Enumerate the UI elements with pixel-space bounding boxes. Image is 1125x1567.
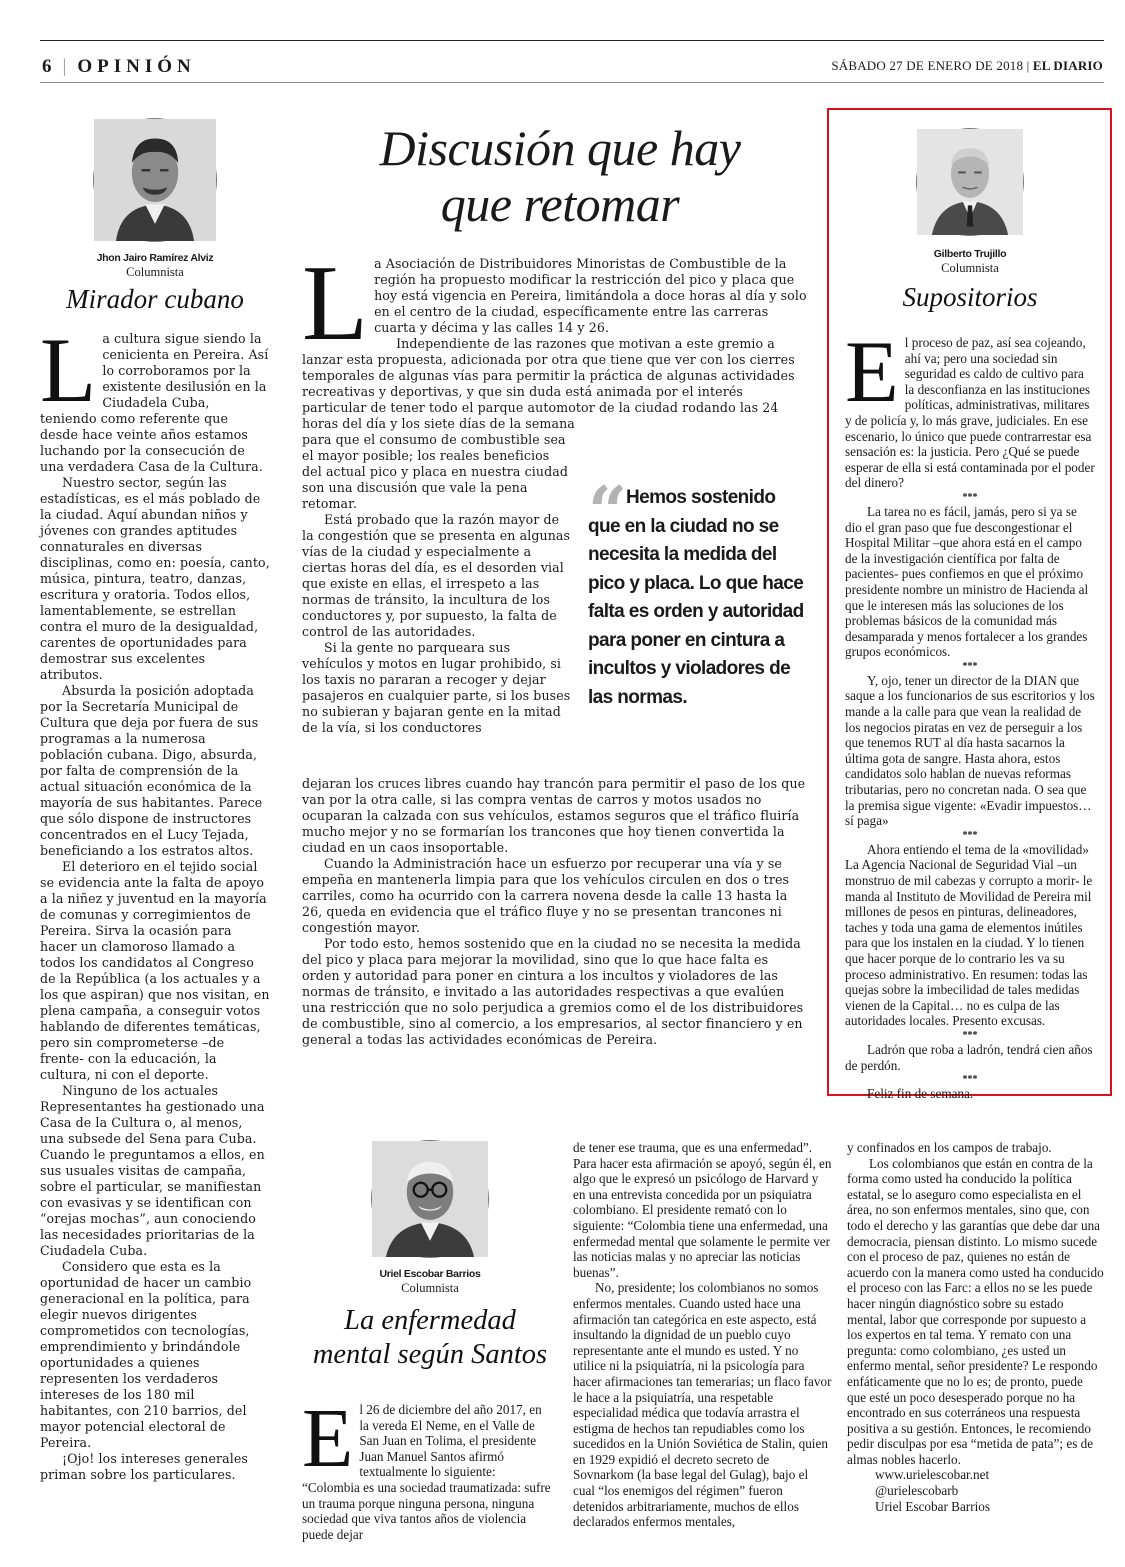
section-separator: *** [962,660,978,672]
column-body [845,324,1095,1102]
author-handle: @urielescobarb [875,1483,959,1499]
author-role: Columnista [401,1281,459,1295]
man-portrait-icon [917,129,1023,235]
drop-cap: E [302,1392,354,1485]
paragraph: La Asociación de Distribuidores Minoristas de Combustible de la región ha propuesto modificar la restricción del pico y placa que hoy está vigencia en Pereira, limitándola a doce horas al día y solo en el centro de la ciudad, específicamente entre las carreras cuarta y décima y las calles 14 y 26. [302,244,807,363]
paragraph: El deterioro en el tejido social se evidencia ante la falta de apoyo a la niñez y juventud en la mayoría de comunas y corregimientos de Pereira. Sirva la ocasión para hacer un clamoroso llamado a todos los candidatos al Congreso de la República (a los actuales y a los que aspiran) que nos visitan, en plena campaña, a conseguir votos hablando de diferentes temáticas, pero sin comprometerse –de frente- con la educación, la cultura, ni con el deporte. [40,859,270,1082]
quote-mark-icon: “ [588,472,628,552]
article-title: La enfermedad mental según Santos [312,1305,548,1370]
header-separator: | [62,56,68,77]
paragraph: Ahora entiendo el tema de la «movilidad» La Agencia Nacional de Seguridad Vial –un monstruo de mil cabezas y corrupto a morir- le manda al Instituto de Movilidad de Pereira mil millones de pesos en pinturas, delineadores, taches y toda una gama de elementos inútiles para que los instalen en la ciudad. Y lo tienen que hacer porque de lo contrario les va su proceso administrativo. En resumen: todas las quejas sobre la imbecilidad de tales medidas vienen de la Capital… no es culpa de las autoridades locales. Presento excusas. [845,841,1093,1029]
pull-quote-text: Hemos sostenido que en la ciudad no se necesita la medida del pico y placa. Lo que hace falta es orden y autoridad para poner en cintura a incultos y violadores de las normas. [588,487,804,708]
section-separator: *** [962,1074,978,1086]
drop-cap: L [302,244,369,363]
top-rule [40,40,1104,41]
header-rule [40,82,1104,83]
column-mirador-cubano [40,118,270,1548]
paragraph: Y, ojo, tener un director de la DIAN que saque a los funcionarios de sus escritorios y los mande a la calle para que vean la realidad de los negocios piratas en vez de perseguir a los que tenemos RUT al día hasta sacarnos la última gota de sangre. Hasta ahora, estos candidatos solo hablan de nuevas reformas tributarias, pero no concretan nada. O sea que la premisa sigue vigente: «Evadir impuestos… sí paga» [845,672,1095,829]
column-body [40,319,270,1483]
author-role: Columnista [126,265,184,279]
newspaper-name: EL DIARIO [1032,58,1103,73]
bottom-article-col2 [573,1140,833,1552]
author-name: Uriel Escobar Barrios [379,1268,481,1280]
column-supositorios [845,128,1095,1102]
section-separator: *** [962,491,978,503]
man-portrait-icon [94,119,216,241]
page-header-left [42,56,196,78]
paragraph: Nuestro sector, según las estadísticas, es el más poblado de la ciudad. Aquí abundan niños y jóvenes con grandes aptitudes connaturales en diversas disciplinas, como en: poesía, canto, música, pintura, teatro, danzas, escritura y oratoria. Todos ellos, lamentablemente, se estrellan contra el muro de la desigualdad, carentes de oportunidades para demostrar sus excelentes atributos. [40,475,270,682]
paragraph: Ladrón que roba a ladrón, tendrá cien años de perdón. [845,1041,1093,1073]
paragraph: para que el consumo de combustible sea el mayor posible; los reales beneficios del actual pico y placa en nuestra ciudad son una discusión que vale la pena retomar. [302,432,569,511]
paragraph: Considero que esta es la oportunidad de hacer un cambio generacional en la política, para elegir nuevos dirigentes comprometidos con tecnologías, emprendimiento y brindándole oportunidades a quienes representen los verdaderos intereses de los 180 mil habitantes, con 210 barrios, del mayor potencial electoral de Pereira. [40,1259,252,1450]
paragraph: y confinados en los campos de trabajo. [847,1140,1052,1155]
bottom-article-col3 [847,1140,1104,1552]
editorial-body-bottom [302,776,807,1081]
paragraph: La cultura sigue siendo la cenicienta en Pereira. Así lo corroboramos por la existente desilusión en la Ciudadela Cuba, teniendo como referente que desde hace veinte años estamos luchando por la consecución de una verdadera Casa de la Cultura. [40,319,269,474]
man-with-glasses-portrait-icon [372,1141,488,1257]
bottom-article-col1 [302,1392,552,1552]
paragraph: No, presidente; los colombianos no somos enfermos mentales. Cuando usted hace una afirmación tan categórica en este aspecto, está insultando la dignidad de un pueblo cuyo representante ante el mundo es usted. Y no utilice ni la psiquiatría, ni la psicología para hacer afirmaciones tan temerarias; un flaco favor le hace a la psiquiatría, una respetable especialidad médica que todavía arrastra el estigma de hechos tan repudiables como los sucedidos en la Unión Soviética de Stalin, quien en 1929 expidió el decreto secreto de Sovnarkom (la base legal del Gulag), bajo el cual “los enemigos del régimen” fueron detenidos arbitrariamente, muchos de ellos declarados enfermos mentales, [573,1280,832,1530]
narrow-column [302,432,572,736]
author-portrait [93,118,217,242]
paragraph: Cuando la Administración hace un esfuerzo por recuperar una vía y se empeña en mantenerla limpia para que los vehículos circulen en dos o tres carriles, como ha ocurrido con la carrera novena desde la calle 13 hasta la 26, queda en evidencia que el tráfico fluye y no se presentan trancones ni congestión mayor. [302,856,790,935]
author-name: Jhon Jairo Ramírez Alviz [96,252,214,264]
author-website: www.urielescobar.net [875,1467,990,1483]
page-header-right: SÁBADO 27 DE ENERO DE 2018 | EL DIARIO [831,58,1103,73]
paragraph: Los colombianos que están en contra de la forma como usted ha conducido la política estatal, se lo aseguro como especialista en el área, no son enfermos mentales, sino que, con todo el derecho y las garantías que debe dar una democracia, piensan distinto. Lo mismo sucede con el proceso de paz, quienes no están de acuerdo con la manera como usted ha conducido el proceso con las Farc: a ellos no se les puede hacer ningún diagnóstico sobre su estado mental, labor que corresponde por supuesto a los expertos en tal tema. Y remato con una pregunta: como colombiano, ¿es usted un enfermo mental, señor presidente? Le respondo enfáticamente que no lo es; de pronto, puede que esté un poco desesperado porque no ha encontrado en sus coterráneos una respuesta positiva a su gestión. Entonces, le recomiendo pedir disculpas por esa “metida de pata”; es de almas nobles hacerlo. [847,1155,1104,1467]
author-portrait [916,128,1024,236]
paragraph: Está probado que la razón mayor de la congestión que se presenta en algunas vías de la ciudad y especialmente a ciertas horas del día, es el desorden vial que existe en ellas, el irrespeto a las normas de tránsito, la incultura de los conductores y, por supuesto, la falta de control de las autoridades. [302,512,571,639]
section-separator: *** [962,829,978,841]
paragraph: La tarea no es fácil, jamás, pero si ya se dio el gran paso que fue descongestionar el Hospital Militar –que ahora está en el campo de la investigación científica por falta de pacientes- pues confiemos en que el próximo presidente nombre un ministro de Hacienda al que le interesen más las soluciones de los problemas básicos de la comunidad más desamparada y menos fortalecer a los grandes grupos económicos. [845,503,1089,660]
paragraph: de tener ese trauma, que es una enfermedad”. Para hacer esta afirmación se apoyó, según él, en algo que le expresó un psicólogo de Harvard y en una entrevista concedida por un psiquiatra colombiano. El presidente remató con lo siguiente: “Colombia tiene una enfermedad, una enfermedad mental que solamente le permite ver las noticias malas y no apreciar las noticias buenas”. [573,1140,832,1280]
bottom-article-header [300,1140,560,1380]
paragraph: ¡Ojo! los intereses generales priman sobre los particulares. [40,1451,248,1482]
section-name: OPINIÓN [77,56,196,77]
paragraph: Absurda la posición adoptada por la Secretaría Municipal de Cultura que deja por fuera de sus programas a la numerosa población cubana. Digo, absurda, por falta de comprensión de la actual situación económica de la mayoría de sus habitantes. Parece que sólo dispone de instructores concentrados en el Lucy Tejada, beneficiando a los estratos altos. [40,683,263,858]
page-number: 6 [42,56,53,77]
issue-date: SÁBADO 27 DE ENERO DE 2018 [831,58,1024,73]
drop-cap: E [845,324,899,421]
drop-cap: L [40,319,97,421]
paragraph: Si la gente no parqueara sus vehículos y motos en lugar prohibido, si los taxis no pararan a recoger y dejar pasajeros en cualquier parte, si los buses no subieran y bajaran gente en la mitad de la vía, si los conductores [302,640,571,735]
author-name: Gilberto Trujillo [933,248,1007,260]
author-portrait [371,1140,489,1258]
paragraph: El 26 de diciembre del año 2017, en la vereda El Neme, en el Valle de San Juan en Tolima, el presidente Juan Manuel Santos afirmó textualmente lo siguiente: “Colombia es una sociedad traumatizada: sufre un trauma porque ninguna persona, ninguna sociedad que viva tantos años de violencia puede dejar [302,1392,551,1542]
column-title: Mirador cubano [66,284,244,314]
paragraph: Feliz fin de semana. [867,1086,974,1102]
author-signature: Uriel Escobar Barrios [875,1498,990,1514]
column-title: Supositorios [902,282,1038,312]
paragraph: El proceso de paz, así sea cojeando, ahí va; pero una sociedad sin seguridad es caldo de cultivo para la desconfianza en las instituciones políticas, administrativas, militares y de policía y, lo más grave, judiciales. En ese escenario, lo único que puede contrarrestar esa sensación es: la justicia. Pero ¿Qué se puede esperar de ella si está contaminada por el poder del dinero? [845,324,1095,491]
author-role: Columnista [941,261,999,275]
paragraph: Independiente de las razones que motivan a este gremio a lanzar esta propuesta, adicionada por otra que tiene que ver con los cierres temporales de algunas vías para permitir la práctica de algunas actividades recreativas y deportivas, y que sin duda está animada por el interés particular de tener todo el parque automotor de la ciudad rodando las 24 horas del día y los siete días de la semana [302,336,795,431]
paragraph: Por todo esto, hemos sostenido que en la ciudad no se necesita la medida del pico y placa para mejorar la movilidad, sino que lo que hace falta es orden y autoridad para poner en cintura a los incultos y violadores de las normas de tránsito, e invitado a las autoridades respectivas a que evalúen una restricción que no solo perjudica a gremios como el de los distribuidores de combustible, sino al comercio, a los empresarios, al sector financiero y en general a todas las actividades económicas de Pereira. [302,936,804,1047]
paragraph: dejaran los cruces libres cuando hay trancón para permitir el paso de los que van por la otra calle, si las compra ventas de carros y motos usados no ocuparan la calzada con sus vehículos, estamos seguros que el tráfico fluiría mucho mejor y no se formarían los trancones que hoy tienen convertida la ciudad en un caos insoportable. [302,776,806,855]
pull-quote [588,472,810,712]
editorial-headline: Discusión que hay que retomar [379,120,741,232]
section-separator: *** [962,1029,978,1041]
paragraph: Ninguno de los actuales Representantes ha gestionado una Casa de la Cultura o, al menos, una subsede del Sena para Cuba. Cuando le preguntamos a ellos, en sus usuales visitas de campaña, sobre el particular, se manifiestan con evasivas y se identifican con “orejas mochas”, aun conociendo las necesidades prioritarias de la Ciudadela Cuba. [40,1083,265,1258]
